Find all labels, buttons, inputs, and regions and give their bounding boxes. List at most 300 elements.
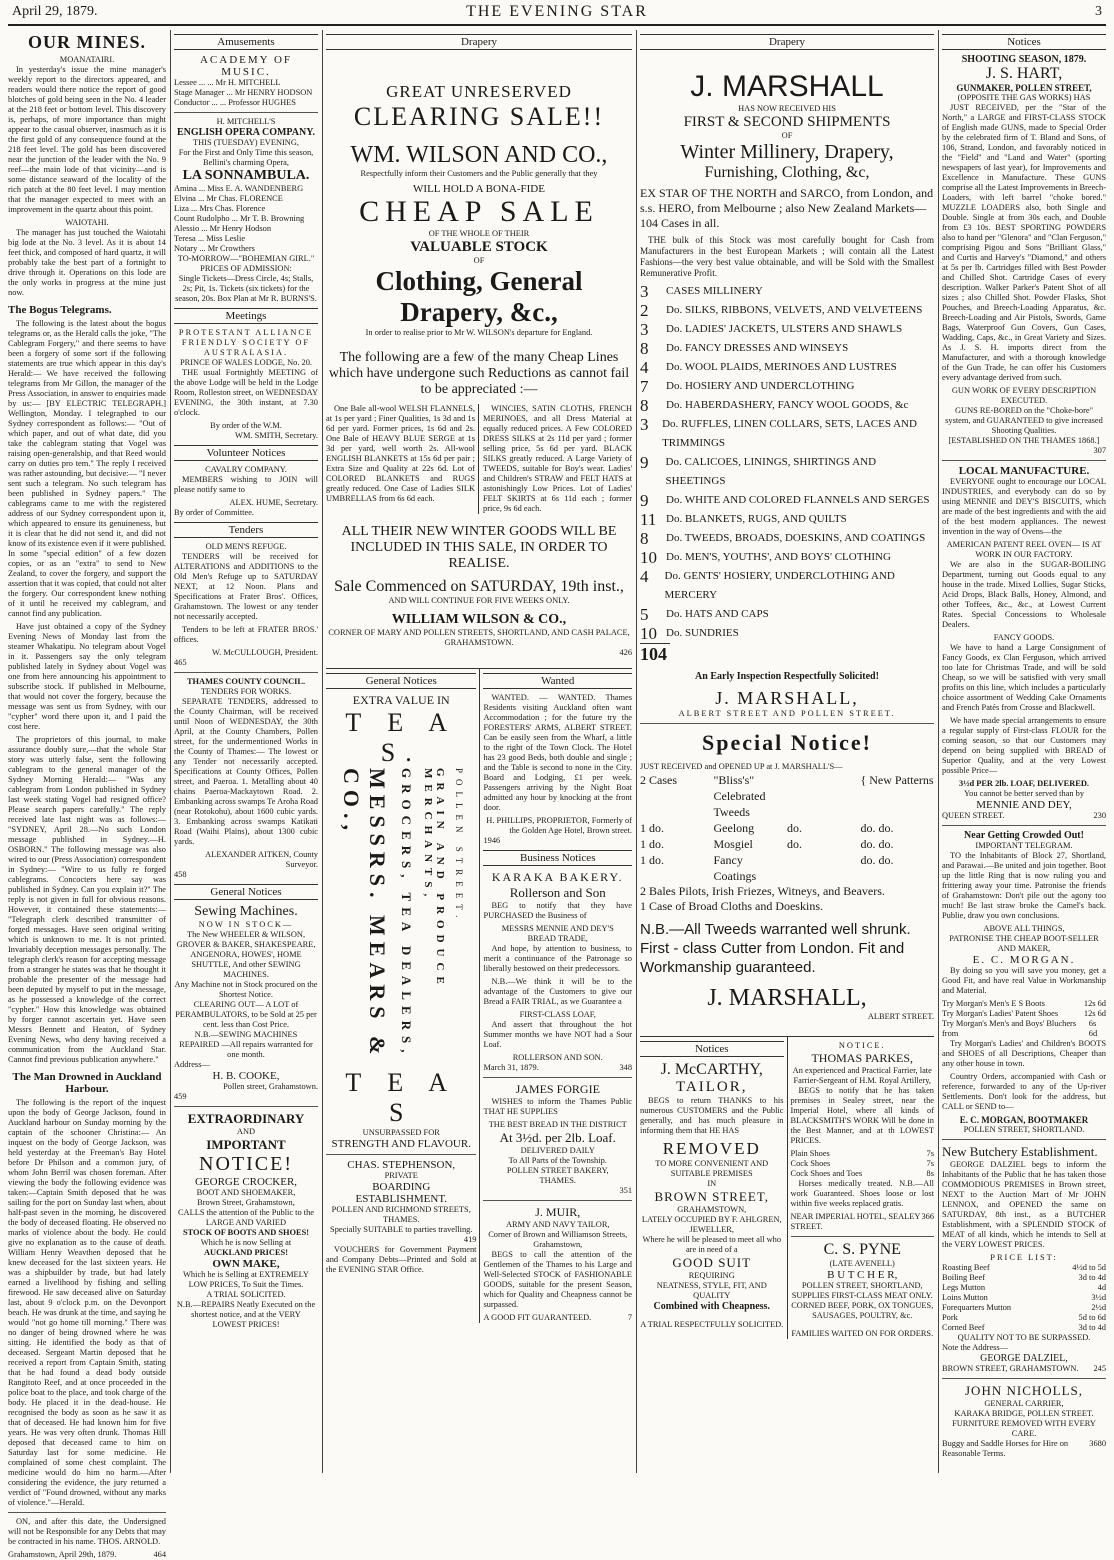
ad-text: THE usual Fortnightly MEETING of the above Lodge will be held in the Lodge Room, Rolleston street, on WEDNESDAY EVENING, the 30th instant, at 7.30 o'clock. bbox=[174, 368, 318, 417]
ad-line: Specially SUITABLE to parties travelling. bbox=[330, 1225, 473, 1234]
ad-line: GUNMAKER, POLLEN STREET, bbox=[956, 83, 1092, 93]
ad-date: March 31, 1879. bbox=[483, 1063, 539, 1072]
ad-line: Respectfully inform their Customers and the Public generally that they bbox=[360, 169, 598, 178]
ad-line: GENERAL CARRIER, bbox=[984, 1399, 1064, 1408]
meat-price: 3½d bbox=[1091, 1293, 1106, 1302]
cast-line: Count Rudolpho ... Mr T. B. Browning bbox=[174, 214, 305, 223]
credit-line: Lessee ... ... Mr H. MITCHELL bbox=[174, 78, 281, 87]
ad-line: MESSRS MENNIE AND DEY'S bbox=[501, 924, 614, 933]
meat-row bbox=[942, 1273, 1106, 1283]
ad-line: GROCERS, TEA DEALERS, bbox=[399, 768, 415, 1059]
stock-count: 7 bbox=[640, 377, 649, 396]
article-title: The Bogus Telegrams. bbox=[8, 304, 112, 316]
ad-text: And hope, by attention to business, to merit a continuance of the Patronage so liberally bestowed on their predecessors. bbox=[483, 944, 632, 973]
ad-line: (OPPOSITE THE GAS WORKS) HAS bbox=[957, 93, 1091, 102]
ad-line: POLLEN STREET, SHORTLAND. bbox=[963, 1125, 1085, 1134]
section-label: Tenders bbox=[174, 522, 318, 538]
ad-line: Brown Street, Grahamstown, bbox=[197, 1198, 295, 1207]
ad-text: N.B.—All Tweeds warranted well shrunk. First - class Cutter from London. Fit and Workmanship guaranteed. bbox=[640, 921, 911, 976]
stock-item: Do. TWEEDS, BROADS, DOESKINS, AND COATINGS bbox=[666, 532, 926, 544]
meat-name: Pork bbox=[942, 1313, 958, 1322]
ad-line: CORNED BEEF, PORK, OX TONGUES, SAUSAGES, POULTRY, &c. bbox=[791, 1301, 934, 1320]
ad-line: Pollen street, Grahamstown. bbox=[223, 1082, 318, 1091]
ad-text: JUST RECEIVED, per the "Star of the North," a LARGE and FIRST-CLASS STOCK of English made GUNS, made to Special Order by the celebrated firm of T. Bland and Sons, of 106, Strand, London, and favorably noticed in the "Field" and "Land and Water" (sporting newspapers of last year), for Improvements and Excellence in Manufacture. These GUNS comprise all the Latest Improvements in Breech-Loaders, with left barrel "choke bored." MUZZLE LOADERS also, both Single and Double. Single at from 30s each, and Double from £3 10s. BEST SPORTING POWDERS also to hand per "Glenora" and "Clan Ferguson," comprising Pigou and Sons "Brilliant Glass," and Curtis and Harvey's "Diamond," and others at 5s per lb. Cartridges filled with Best Powder and Chilled Shot. Cartridge Cases of every description. Walker Parker's Patent Shot of all sizes ; also Chilled Shot. Powder Flasks, Shot Pouches, and Breech-Loading Apparatus, &c. Breech-Loading and Air Pistols, Swords, Game Bags, Waterproof Gun Covers, Gun Cases, Wadding, Caps, &c., in Great Variety and Sizes. As J. S. H. imports direct from the Manufacturer, and with a thorough knowledge of the Gun Trade, he can offer his Customers every advantage derived from such. bbox=[942, 103, 1106, 382]
stock-item: Do. MEN'S, YOUTHS', AND BOYS' CLOTHING bbox=[666, 551, 891, 563]
stock-count: 10 bbox=[640, 624, 657, 643]
meat-name: Forequarters Mutton bbox=[942, 1303, 1012, 1312]
stock-list bbox=[640, 282, 934, 643]
opera-title: LA SONNAMBULA. bbox=[182, 168, 310, 183]
ad-title: OLD MEN'S REFUGE. bbox=[205, 542, 287, 551]
boot-price: 6s 6d bbox=[1088, 1019, 1098, 1038]
signature: WILLIAM WILSON & CO., bbox=[391, 612, 567, 627]
ad-line: REQUIRING bbox=[688, 1271, 735, 1280]
ad-line: PATRONISE THE CHEAP BOOT-SELLER AND MAKER, bbox=[949, 934, 1099, 953]
tweed-name: Geelong bbox=[713, 821, 755, 835]
notice-text: ON, and after this date, the Undersigned will not be Responsible for any Debts that may be contracted in his name. THOS. ARNOLD. bbox=[8, 1517, 166, 1546]
ad-line: [ESTABLISHED ON THE THAMES 1868.] bbox=[948, 436, 1100, 445]
firm-name: J. McCARTHY, bbox=[660, 1061, 763, 1078]
tweed-row bbox=[640, 772, 934, 820]
ad-title: Clothing, General Drapery, &c., bbox=[375, 266, 583, 327]
ad-line: WILL HOLD A BONA-FIDE bbox=[413, 183, 545, 195]
tweed-ditto bbox=[787, 852, 861, 884]
ad-line: PRICE LIST: bbox=[990, 1253, 1058, 1262]
ad-text: GEORGE DALZIEL begs to inform the Inhabitants of the Public that he has taken those COMMODIOUS PREMISES in Brown street, NEXT to the Auction Mart of Mr JOHN LENNOX, and OPENED the same on SATURDAY, 8th inst., as a BUTCHER Establishment, with a SPLENDID STOCK of MEAT of all kinds, which he intends to Sell at the VERY LOWEST PRICES. bbox=[942, 1160, 1106, 1249]
signature: H. PHILLIPS, PROPRIETOR, Formerly of the Golden Age Hotel, Brown street. bbox=[486, 816, 632, 835]
ad-line: GRAHAMSTOWN, bbox=[677, 1205, 747, 1214]
ad-line: FIRST-CLASS LOAF, bbox=[519, 1010, 596, 1019]
ad-title: ENGLISH OPERA COMPANY. bbox=[176, 127, 316, 138]
column-rule bbox=[938, 30, 939, 1473]
stock-count: 8 bbox=[640, 339, 649, 358]
ad-title: IMPORTANT bbox=[206, 1137, 286, 1152]
divider bbox=[8, 1512, 166, 1513]
boot-price-list bbox=[942, 999, 1106, 1039]
ad-line: ALL THEIR NEW WINTER GOODS WILL BE INCLUDED IN THIS SALE, IN ORDER TO REALISE. bbox=[341, 524, 617, 571]
stock-row bbox=[640, 529, 934, 548]
ad-line: PRIVATE bbox=[384, 1171, 418, 1180]
ad-line: Which he is now Selling at bbox=[200, 1238, 292, 1247]
ad-number: 426 bbox=[619, 648, 632, 657]
meat-name: Boiling Beef bbox=[942, 1273, 986, 1282]
ad-line: 3½d PER 2lb. LOAF, DELIVERED. bbox=[959, 779, 1089, 788]
ad-line: A TRIAL SOLICITED. bbox=[206, 1290, 286, 1299]
page-number: 3 bbox=[1095, 4, 1102, 19]
ad-title: Special Notice! bbox=[702, 730, 872, 755]
meat-name: Legs Mutton bbox=[942, 1283, 986, 1292]
stock-row bbox=[640, 358, 934, 377]
signature: ALEXANDER AITKEN, County Surveyor. bbox=[205, 850, 318, 869]
meat-name: Corned Beef bbox=[942, 1323, 985, 1332]
ad-line: POLLEN STREET BAKERY, bbox=[506, 1166, 609, 1175]
tweed-row bbox=[640, 836, 934, 852]
ad-line: AND WILL CONTINUE FOR FIVE WEEKS ONLY. bbox=[388, 596, 570, 605]
ad-line: SUPPLIES FIRST-CLASS MEAT ONLY. bbox=[791, 1291, 933, 1300]
boot-name: Try Morgan's Ladies' Patent Shoes bbox=[942, 1009, 1059, 1018]
ad-line: In order to realise prior to Mr W. WILSON's departure for England. bbox=[365, 328, 593, 337]
boot-name: Try Morgan's Men's E S Boots bbox=[942, 999, 1045, 1008]
meat-row bbox=[942, 1293, 1106, 1303]
stock-count: 9 bbox=[640, 453, 649, 472]
divider bbox=[942, 460, 1106, 461]
ad-line: GUN WORK OF EVERY DESCRIPTION EXECUTED. bbox=[951, 386, 1097, 405]
stock-row bbox=[640, 491, 934, 510]
ad-title: B U T C H E R, bbox=[827, 1269, 898, 1281]
ad-text: WANTED. — WANTED. Thames Residents visiting Auckland often want Accommodation ; for the future try the FORESTERS' ARMS, ALBERT STREET. Can be easily seen from the Wharf, a little to the right of the Town Clock. The Hotel has 23 good Beds, both double and single ; and the Table is second to none in the City. Board and Lodging, £1 per week. Passengers arriving by the Night Boat admitted any hour by knocking at the front door. bbox=[483, 693, 632, 812]
shoe-price: 8s bbox=[926, 1169, 934, 1178]
ad-line: GOOD SUIT bbox=[672, 1255, 752, 1270]
ad-number: 366 bbox=[921, 1212, 934, 1221]
stock-item: Do. BLANKETS, RUGS, AND QUILTS bbox=[666, 513, 847, 525]
ad-text: We have made special arrangements to ensure a regular supply of First-class FLOUR for the coming season, so that our Customers may depend on being supplied with BREAD of Superior Quality, and at the very Lowest possible Price— bbox=[942, 716, 1106, 775]
cast-line: Elvina ... Mr Chas. FLORENCE bbox=[174, 194, 283, 203]
ad-text: SEPARATE TENDERS, addressed to the County Chairman, will be received until Noon of WEDNESDAY, the 30th April, at the County Chambers, Pollen street, for the undermentioned Works in the County of Thames:— The lowest or any Tender not necessarily accepted. Specifications at County Offices, Pollen street, and Paeroa. 1. Metalling about 40 chains Paeroa-Mackaytown Road. 2. Embanking across swamps Te Aroha Road (near Rotokohu), about 1600 cubic yards. 3. Embanking across swamps Katikati Road (Waihi Plains), about 1300 cubic yards. bbox=[174, 697, 318, 846]
shoe-price-list bbox=[791, 1149, 935, 1179]
article-text: In yesterday's issue the mine manager's weekly report to the directors appeared, and readers would there notice the report of good blotches of gold being seen in the No. 4 leader at the 218 feet or bottom level. This discovery is, perhaps, of more importance than might appear to the casual observer, inasmuch as it is the first gold of any consequence found at the 218 feet level. The gold has been discovered near the junction of the leader with the No. 9 reef—the main lode of that vicinity—and is some distance seaward of the locality of the rich patch at the 80 feet level. I may mention that the manager expected to meet with an improvement in the quartz about this point. bbox=[8, 65, 166, 214]
stock-item: Do. WHITE AND COLORED FLANNELS AND SERGES bbox=[666, 494, 930, 506]
ad-title: CHEAP SALE bbox=[359, 195, 599, 228]
ad-line: BROWN STREET, GRAHAMSTOWN. bbox=[942, 1364, 1079, 1373]
ad-number: 351 bbox=[619, 1186, 632, 1195]
ad-line: N.B.—REPAIRS Neatly Executed on the shortest notice, and at the VERY LOWEST PRICES! bbox=[176, 1300, 316, 1329]
ad-title: Rollerson and Son bbox=[509, 885, 606, 900]
tweed-note: { New Patterns bbox=[860, 773, 934, 787]
ad-line: THIS (TUESDAY) EVENING, bbox=[193, 138, 299, 147]
section-label: Meetings bbox=[174, 308, 318, 324]
ad-text: BEG to notify that they have PURCHASED the Business of bbox=[483, 901, 632, 920]
meat-price-list bbox=[942, 1263, 1106, 1333]
tweed-ditto: do. bbox=[787, 821, 802, 835]
ad-text: Tenders to be left at FRATER BROS.' offices. bbox=[174, 625, 318, 644]
tweed-name: "Bliss's" Celebrated Tweeds bbox=[713, 773, 766, 819]
stock-row bbox=[640, 510, 934, 529]
ad-line: FAMILIES WAITED ON FOR ORDERS. bbox=[791, 1329, 934, 1338]
ad-text: Country Orders, accompanied with Cash or reference, forwarded to any of the Up-river Settlements. Don't look for the address, but CALL or SEND to— bbox=[942, 1072, 1106, 1111]
meat-price: 5d to 6d bbox=[1078, 1313, 1106, 1322]
stock-count: 11 bbox=[640, 510, 657, 529]
issue-date: April 29, 1879. bbox=[12, 4, 98, 19]
signature: GEORGE DALZIEL, bbox=[980, 1353, 1068, 1364]
ad-title: PROTESTANT ALLIANCE FRIENDLY SOCIETY OF AUSTRALASIA. bbox=[178, 328, 314, 357]
divider bbox=[483, 1077, 632, 1078]
article-text: The manager has just touched the Waiotahi big lode at the No. 3 level. As it is about 14 feet thick, and composed of hard quartz, it will probably take the best part of a fortnight to drive through it. Operations on this lode are the only works in progress at the mine just now. bbox=[8, 228, 166, 297]
ad-text: WISHES to inform the Thames Public THAT HE SUPPLIES bbox=[483, 1097, 632, 1116]
ad-line: NEAR IMPERIAL HOTEL, SEALEY STREET. bbox=[790, 1212, 921, 1231]
ad-line: THAMES. bbox=[382, 1215, 420, 1224]
meat-name: Loins Mutton bbox=[942, 1293, 988, 1302]
stock-item: CASES MILLINERY bbox=[666, 285, 763, 297]
ad-text: Try Morgan's Ladies' and Children's BOOTS and SHOES of all Descriptions, Cheaper than any other house in town. bbox=[942, 1039, 1106, 1068]
column-notices bbox=[942, 30, 1106, 1475]
ad-text: We have to hand a Large Consignment of Fancy Goods, ex Clan Ferguson, which arrived too late for Christmas Trade, and will be sold Cheap, so we will be satisfied with very small profits on this line, which includes a particularly choice assortment of Wedding Cake Ornaments and French Patés from Crosse and Blackwell. bbox=[942, 643, 1106, 712]
firm-name: WM. WILSON AND CO., bbox=[350, 142, 608, 168]
ad-title: JAMES FORGIE bbox=[515, 1082, 600, 1096]
ad-number: 307 bbox=[1093, 446, 1106, 455]
ad-line: Single Tickets—Dress Circle, 4s; Stalls, 2s; Pit, 1s. Tickets (six tickets) for the season, 20s. Box Plan at Mr R. BURNS'S. bbox=[175, 274, 317, 303]
ad-line: AUCKLAND PRICES! bbox=[204, 1248, 288, 1257]
tweed-qty: 2 Cases bbox=[640, 773, 677, 787]
stock-count: 8 bbox=[640, 529, 649, 548]
column-rule bbox=[170, 30, 171, 1473]
divider bbox=[174, 1106, 318, 1107]
ad-line: FANCY GOODS. bbox=[993, 633, 1055, 642]
ad-title: CHAS. STEPHENSON, bbox=[347, 1159, 456, 1171]
ad-number: 3680 bbox=[1089, 1439, 1106, 1448]
signature: WM. SMITH, Secretary. bbox=[235, 431, 318, 440]
tweed-qty: 1 do. bbox=[640, 837, 664, 851]
tweed-note: do. do. bbox=[860, 821, 894, 835]
ad-line: Buggy and Saddle Horses for Hire on Reasonable Terms. bbox=[942, 1439, 1069, 1458]
stock-count: 3 bbox=[640, 320, 649, 339]
tweed-name: Mosgiel bbox=[713, 837, 753, 851]
ad-title: REMOVED bbox=[662, 1139, 761, 1158]
ad-line: QUEEN STREET. bbox=[942, 811, 1005, 820]
stock-row bbox=[640, 415, 934, 453]
notice-date: Grahamstown, April 29th, 1879. bbox=[8, 1550, 117, 1559]
stock-count: 10 bbox=[640, 548, 657, 567]
stock-row bbox=[640, 605, 934, 624]
stock-item: Do. HABERDASHERY, FANCY WOOL GOODS, &c bbox=[666, 399, 909, 411]
cast-line: Amina ... Miss E. A. WANDENBERG bbox=[174, 184, 304, 193]
tweed-list bbox=[640, 772, 934, 884]
ad-line: GEORGE CROCKER, bbox=[194, 1176, 298, 1188]
cast-list bbox=[174, 184, 318, 254]
shoe-price: 7s bbox=[926, 1149, 934, 1158]
ad-line: AMERICAN PATENT REEL OVEN— IS AT WORK IN OUR FACTORY. bbox=[946, 540, 1102, 559]
ad-number: 348 bbox=[619, 1063, 632, 1072]
ad-line: THAMES. bbox=[539, 1176, 576, 1185]
price-list-left: One Bale all-wool WELSH FLANNELS, at 1s per yard ; Finer Qualities, 1s 3d and 1s 6d per yard. Former prices, 1s 6d and 2s. One Bale of HEAVY BLUE SERGE at 1s 3d per yard, well worth 2s. All-wool ENGLISH BLANKETS at 15s 6d per pair ; Extra Size and Quality at 22s 6d. Lot of COLORED BLANKETS and RUGS greatly reduced. One Case of Ladies SILK UMBRELLAS from 6s 6d each. bbox=[326, 404, 479, 514]
ad-line: By order of Committee. bbox=[174, 508, 255, 517]
ad-line: (LATE AVENELL) bbox=[829, 1259, 895, 1268]
signature: MENNIE AND DEY, bbox=[976, 799, 1072, 811]
divider bbox=[174, 672, 318, 673]
tweed-row bbox=[640, 820, 934, 836]
ad-line: GRAIN AND PRODUCE MERCHANTS, bbox=[422, 768, 447, 990]
divider bbox=[942, 1378, 1106, 1379]
ad-line: An Early Inspection Respectfully Solicited! bbox=[695, 671, 879, 682]
ad-line: ABOVE ALL THINGS, bbox=[983, 924, 1065, 933]
stock-item: Do. LADIES' JACKETS, ULSTERS AND SHAWLS bbox=[666, 323, 903, 335]
ad-number: 458 bbox=[174, 870, 187, 879]
column-amusements bbox=[174, 30, 318, 1475]
stock-item: Do. SUNDRIES bbox=[666, 627, 739, 639]
ad-title: SHOOTING SEASON, 1879. bbox=[961, 54, 1087, 65]
ad-text: EX STAR OF THE NORTH and SARCO, from London, and s.s. HERO, from Melbourne ; also New Zealand Markets—104 Cases in all. bbox=[640, 186, 934, 230]
ad-line: N.B.—SEWING MACHINES REPAIRED —All repairs warranted for one month. bbox=[179, 1030, 313, 1059]
divider bbox=[942, 825, 1106, 826]
article-text: The following is the latest about the bogus telegrams or, as the Herald calls the joke, "The Cablegram Forgery," and there seems to have been a forgery of some sort if the following statements are true which appear in this day's Herald:— We have received the following telegrams from Mr Gillon, the manager of the Press Association, in answer to enquiries made by us:— [BY ELECTRIC TELEGRAPH.] Wellington, Monday. I telegraphed to our Sydney correspondent as follows:— "Out of which paper, and out of what date, did you take the cablegram stating that Vogel was raising open-generalship, and that Reed would carry on duties pro tem." The reply I received was rather astounding, but decisive:— "I never sent such a telegram. No such telegram has been published in Sydney papers." The cablegrams came to me with the registered address of our Sydney correspondent upon it, which appeared to ensure its genuineness, but it is clear that he did not send it, and did not know of its existence even if it were published. In some "special edition" of a few dozen copies, or as an "extra" to send to New Zealand, to cover the forgery, and support the assertion that it was copied, that could not alter the forgery. Our correspondent knew nothing of it until he received my cablegram, and cannot find any publication. bbox=[8, 319, 166, 618]
section-label: Wanted bbox=[483, 673, 632, 689]
ad-line: BOOT AND SHOEMAKER, bbox=[196, 1188, 296, 1197]
firm-name: C. S. PYNE bbox=[823, 1241, 901, 1258]
ad-line: BREAD TRADE, bbox=[527, 934, 588, 943]
divider bbox=[174, 112, 318, 113]
meat-row bbox=[942, 1313, 1106, 1323]
ad-line: LATELY OCCUPIED BY F. AHLGREN, JEWELLER, bbox=[641, 1215, 782, 1234]
meat-price: 2½d bbox=[1091, 1303, 1106, 1312]
tweed-note: do. do. bbox=[860, 837, 894, 851]
ad-line: STOCK OF BOOTS AND SHOES! bbox=[182, 1228, 310, 1237]
ad-line: ALBERT STREET AND POLLEN STREET. bbox=[678, 709, 896, 718]
ad-line: At 3½d. per 2lb. Loaf. bbox=[499, 1130, 616, 1145]
masthead bbox=[8, 2, 1106, 26]
meat-price: 4½d to 5d bbox=[1072, 1263, 1106, 1272]
ad-text: THE bulk of this Stock was most carefully bought for Cash from Manufacturers in the best European Markets ; will contain all the Latest Fashions—the very best value obtainable, and will be Sold with the Smallest Remunerative Profit. bbox=[640, 235, 934, 278]
divider bbox=[791, 1236, 935, 1237]
section-label: Drapery bbox=[640, 34, 934, 50]
stock-count: 8 bbox=[640, 396, 649, 415]
ad-line: You cannot be better served than by bbox=[963, 789, 1085, 798]
ad-line: GUNS RE-BORED on the "Choke-bore" system, and GUARANTEED to give increased Shooting Qualities. bbox=[945, 406, 1103, 435]
shoe-name: Cock Shoes and Toes bbox=[790, 1169, 863, 1178]
ad-line: IMPORTANT TELEGRAM. bbox=[975, 841, 1073, 850]
ad-line: FURNITURE REMOVED WITH EVERY CARE. bbox=[952, 1419, 1096, 1438]
ad-text: Horses medically treated. N.B.—All work Guaranteed. Shoes loose or lost within five weeks replaced gratis. bbox=[790, 1179, 934, 1208]
stock-total: 104 bbox=[640, 643, 670, 665]
stock-row bbox=[640, 453, 934, 491]
tweed-ditto bbox=[787, 772, 861, 820]
ad-number: 1946 bbox=[483, 836, 501, 845]
ad-line: To All Parts of the Township. bbox=[508, 1156, 607, 1165]
meat-price: 3d to 4d bbox=[1078, 1273, 1106, 1282]
tweed-ditto: do. bbox=[787, 837, 802, 851]
ad-line: Which he is Selling at EXTREMELY LOW PRICES, To Suit the Times. bbox=[183, 1270, 309, 1289]
ad-line: OF bbox=[473, 256, 485, 265]
cast-line: Liza ... Mrs Chas. Florence bbox=[174, 204, 266, 213]
stock-count: 2 bbox=[640, 301, 649, 320]
ad-line: A GOOD FIT GUARANTEED. bbox=[483, 1313, 592, 1322]
ad-title: J. MUIR, bbox=[535, 1205, 581, 1219]
ad-text: By doing so you will save you money, get a Good Fit, and have real Value in Workmanship and Material. bbox=[942, 966, 1106, 995]
ad-title: Near Getting Crowded Out! bbox=[964, 830, 1084, 841]
stock-row bbox=[640, 548, 934, 567]
ad-title: NOTICE. bbox=[838, 1041, 886, 1050]
tweed-qty: 1 do. bbox=[640, 853, 664, 867]
signature: J. MARSHALL, bbox=[715, 688, 859, 708]
ad-line: NEATNESS, STYLE, FIT, AND QUALITY bbox=[656, 1281, 767, 1300]
ad-text: TO the Inhabitants of Block 27, Shortland, and Parawai.—Be united and join together. Boot up the little Ring that is now ruling you and frittering away your time. Patronise the friends of Grahamstown: Don't pile out the agony too much! Be last straw broke the Camel's back. Publie, draw you own conclusions. bbox=[942, 851, 1106, 920]
ad-line: For the First and Only Time this season, Bellini's charming Opera, bbox=[178, 148, 314, 167]
stock-row bbox=[640, 339, 934, 358]
section-label: Business Notices bbox=[483, 850, 632, 866]
ad-line: PRICES OF ADMISSION: bbox=[200, 264, 292, 273]
ad-line: UNSURPASSED FOR bbox=[362, 1128, 440, 1137]
ad-text: N.B.—We think it will be to the advantage of the Customers to give our Bread a FAIR TRIAL, as we Guarantee a bbox=[483, 977, 632, 1006]
ad-number: 245 bbox=[1093, 1364, 1106, 1373]
ad-title: CLEARING SALE!! bbox=[353, 102, 605, 131]
ad-line: A TRIAL RESPECTFULLY SOLICITED. bbox=[640, 1320, 784, 1329]
ad-text: MEMBERS wishing to JOIN will please notify same to bbox=[174, 475, 318, 494]
signature: E. C. MORGAN, BOOTMAKER bbox=[959, 1115, 1089, 1125]
ad-title: CAVALRY COMPANY. bbox=[205, 465, 287, 474]
ad-title: GREAT UNRESERVED bbox=[386, 82, 572, 101]
ad-line: STRENGTH AND FLAVOUR. bbox=[331, 1138, 471, 1150]
signature: J. MARSHALL, bbox=[707, 985, 867, 1011]
stock-count: 4 bbox=[640, 358, 649, 377]
ad-number: 459 bbox=[174, 1092, 187, 1101]
ad-line: Combined with Cheapness. bbox=[653, 1301, 770, 1312]
meat-name: Roasting Beef bbox=[942, 1263, 990, 1272]
ad-title: THAMES COUNTY COUNCIL. bbox=[186, 677, 306, 686]
stock-item: Do. FANCY DRESSES AND WINSEYS bbox=[666, 342, 849, 354]
ad-line: The following are a few of the many Cheap Lines which have undergone such Reductions as cannot fail to be appreciated :— bbox=[328, 350, 630, 397]
stock-item: Do. HOSIERY AND UNDERCLOTHING bbox=[666, 380, 855, 392]
firm-name: JOHN NICHOLLS, bbox=[965, 1383, 1083, 1398]
section-label: General Notices bbox=[174, 884, 318, 900]
ad-title: TAILOR, bbox=[675, 1079, 748, 1095]
meat-price: 4d bbox=[1097, 1283, 1106, 1292]
ad-line: KARAKA BRIDGE, POLLEN STREET. bbox=[954, 1409, 1094, 1418]
stock-count: 4 bbox=[640, 567, 649, 586]
meat-row bbox=[942, 1283, 1106, 1293]
ad-line: CALLS the attention of the Public to the LARGE AND VARIED bbox=[177, 1208, 315, 1227]
signature: ROLLERSON AND SON. bbox=[512, 1053, 603, 1062]
divider bbox=[942, 1139, 1106, 1140]
ad-number: 464 bbox=[153, 1550, 166, 1559]
section-label: General Notices bbox=[326, 673, 476, 689]
ad-line: Any Machine not in Stock procured on the Shortest Notice. bbox=[174, 980, 318, 999]
ad-title: NOTICE! bbox=[199, 1153, 293, 1175]
ad-text: VOUCHERS for Government Payment and Company Debts—Printed and Sold at the EVENING STAR Office. bbox=[326, 1245, 477, 1274]
ad-number: 230 bbox=[1093, 811, 1106, 820]
boot-row bbox=[942, 999, 1106, 1009]
article-text: The following is the report of the inquest upon the body of George Jackson, found in Auckland harbour on Sunday morning by the captain of the schooner Christina:— An inquest on the body of George Jackson, was held yesterday at the Freeman's Bay Hotel before Dr Philson and a common jury, of whom John Berril was chosen foreman. After viewing the body the following evidence was taken:—Captain Smith deposed that he was sailing for the port on Sunday last when, about half-past seven in the morning, he discovered the body of deceased floating. He observed no marks of violence about the body. He could give no explanation as to the cause of death. William Henry Weavthen deposed that he knew deceased for the last sixteen years. He was a shipbuilder by trade, but had lately earned a livelihood by fishing and selling firewood. He saw deceased alive on Saturday last, about 9 o'clock p.m. on the Devonport beach. He was drunk at the time, and saying he would "not go home till morning." There was no danger of being drowned where he was sitting. He identified the body as that of deceased. Sergeant Martin deposed that he received a report from Captain Smith, stating that he had found a dead body outside Rangitoto Reef, and at once proceeded in the police boat to the place, and took charge of the body. He placed it in the dead-house. He recognised the body as soon as he saw it as that of deceased. He had known him for five years. He was very often drunk. Thomas Hill deposed that deceased came to him on Saturday last for some medicine. He complained of some chest complaint. The medicine would do him no harm.—After considering the evidence, the jury returned a verdict of "Found drowned, without any marks of violence."—Herald. bbox=[8, 1098, 166, 1507]
boot-price: 12s 6d bbox=[1083, 1009, 1106, 1018]
signature: W. McCULLOUGH, President. bbox=[212, 648, 318, 657]
ad-line: The New WHEELER & WILSON, GROVER & BAKER, SHAKESPEARE, ANGENORA, HOWES', HOME SHUTTLE, And other SEWING MACHINES. bbox=[176, 930, 316, 979]
stock-row bbox=[640, 320, 934, 339]
ad-line: IN bbox=[707, 1179, 717, 1188]
meat-price: 3d to 4d bbox=[1078, 1323, 1106, 1332]
meat-row bbox=[942, 1323, 1106, 1333]
boot-row bbox=[942, 1009, 1106, 1019]
ad-line: EXTRA VALUE IN bbox=[352, 693, 450, 707]
stock-row bbox=[640, 624, 934, 643]
ad-line: POLLEN AND RICHMOND STREETS, bbox=[331, 1205, 471, 1214]
ad-title: New Butchery Establishment. bbox=[942, 1144, 1098, 1159]
ad-line: PRINCE OF WALES LODGE, No. 20. bbox=[180, 358, 312, 367]
ad-line: BROWN STREET, bbox=[654, 1189, 770, 1204]
stock-item: Do. HATS AND CAPS bbox=[666, 608, 769, 620]
stock-row bbox=[640, 301, 934, 320]
stock-item: Do. RUFFLES, LINEN COLLARS, SETS, LACES AND TRIMMINGS bbox=[662, 418, 917, 449]
column-drapery-marshall bbox=[640, 30, 934, 1475]
stock-count: 5 bbox=[640, 605, 649, 624]
credit-line: Stage Manager ... Mr HENRY HODSON bbox=[174, 88, 313, 97]
cast-line: Teresa ... Miss Leslie bbox=[174, 234, 246, 243]
article-text: Have just obtained a copy of the Sydney Evening News of Monday last from the steamer Whakatipu. No telegram about Vogel in it. Passengers say the only telegram published lately in Sydney about Vogel was one from here announcing his appointment to subscribe stock. If published in Melbourne, that would not cover the forgery, because the message was sent us from Sydney, with our "cypher" word there upon it, and I paid the cost here. bbox=[8, 622, 166, 731]
column-rule bbox=[636, 30, 637, 1473]
section-label: Notices bbox=[942, 34, 1106, 50]
ad-text: And assert that throughout the hot Summer months we have NOT had a Sour Loaf. bbox=[483, 1020, 632, 1049]
ad-line: OF bbox=[781, 131, 793, 140]
ad-text: TENDERS will be received for ALTERATIONS and ADDITIONS to the Old Men's Refuge up to SATURDAY NEXT, at 12 Noon. Plans and Specifications at Frater Bros'. Offices, Grahamstown. The lowest or any tender not necessarily accepted. bbox=[174, 552, 318, 621]
ad-line: TENDERS FOR WORKS. bbox=[200, 687, 292, 696]
section-label: Amusements bbox=[174, 34, 318, 50]
cast-line: Alessio ... Mr Henry Hodson bbox=[174, 224, 272, 233]
ad-line: H. MITCHELL'S bbox=[216, 117, 276, 126]
column-rule bbox=[322, 30, 323, 1473]
ad-line: By order of the W.M. bbox=[210, 421, 282, 430]
price-list-right: WINCIES, SATIN CLOTHS, FRENCH MERINOES, and all Dress Material at equally reduced prices. A Few COLORED DRESS SILKS at 2s 11d per yard ; former selling price, 5s 6d per yard. BLACK SILKS greatly reduced. A Large Variety of TWEEDS, suitable for Boy's wear. Ladies' and Children's STRAW and FELT HATS at astonishingly Low Prices. Lot of Ladies' FELT SKIRTS at 6s 11d each ; former price, 9s 6d each. bbox=[483, 404, 632, 513]
ad-line: POLLEN STREET, SHORTLAND, bbox=[801, 1281, 923, 1290]
ad-title: ACADEMY OF MUSIC. bbox=[199, 54, 292, 78]
shoe-name: Plain Shoes bbox=[790, 1149, 830, 1158]
firm-name: MESSRS. MEARS & CO., bbox=[339, 768, 391, 1061]
ad-title: FIRST & SECOND SHIPMENTS bbox=[683, 114, 891, 130]
